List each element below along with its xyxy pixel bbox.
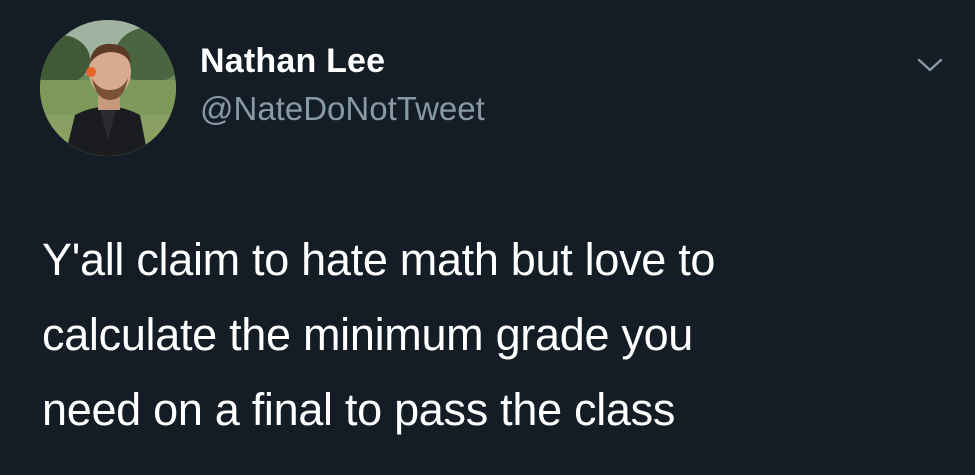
avatar[interactable]	[40, 20, 176, 156]
avatar-photo	[40, 20, 176, 156]
tweet-text-line: Y'all claim to hate math but love to	[42, 234, 716, 285]
tweet-text-line: calculate the minimum grade you	[42, 309, 694, 360]
tweet-text	[42, 222, 942, 447]
author-handle[interactable]: @NateDoNotTweet	[200, 90, 485, 127]
chevron-down-icon[interactable]	[912, 52, 948, 76]
tweet-text-line: need on a final to pass the class	[42, 384, 676, 435]
author-display-name[interactable]: Nathan Lee	[200, 42, 386, 80]
